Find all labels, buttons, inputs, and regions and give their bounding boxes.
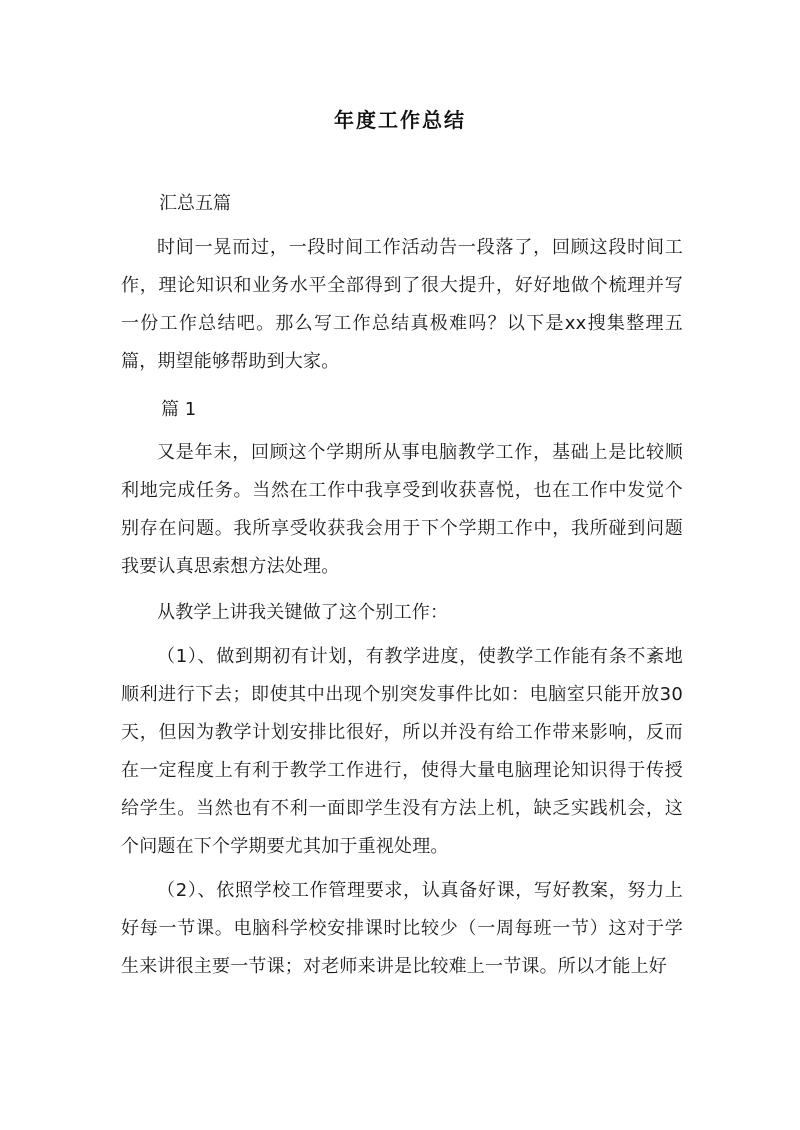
body-paragraph-1: 又是年末，回顾这个学期所从事电脑教学工作，基础上是比较顺利地完成任务。当然在工作中我享受到收获喜悦，也在工作中发觉个别存在问题。我所享受收获我会用于下个学期工作中，我所碰到问题我要认真思索想方法处理。 xyxy=(121,442,683,577)
document-title: 年度工作总结 xyxy=(334,108,466,132)
intro-paragraph: 时间一晃而过，一段时间工作活动告一段落了，回顾这段时间工作，理论知识和业务水平全部得到了很大提升，好好地做个梳理并写一份工作总结吧。那么写工作总结真极难吗？以下是xx搜集整理五篇，期望能够帮助到大家。 xyxy=(121,237,683,372)
body-paragraph-2: 从教学上讲我关键做了这个别工作： xyxy=(157,602,449,623)
intro-block xyxy=(121,229,683,381)
body-block xyxy=(121,434,683,986)
section-heading: 篇 1 xyxy=(161,399,197,420)
body-paragraph-3: （1）、做到期初有计划，有教学进度，使教学工作能有条不紊地顺利进行下去；即使其中出现个别突发事件比如：电脑室只能开放30天，但因为教学计划安排比很好，所以并没有给工作带来影响，反而在一定程度上有利于教学工作进行，使得大量电脑理论知识得于传授给学生。当然也有不利一面即学生没有方法上机，缺乏实践机会，这个问题在下个学期要尤其加于重视处理。 xyxy=(121,646,683,857)
body-paragraph-4: （2）、依照学校工作管理要求，认真备好课，写好教案，努力上好每一节课。电脑科学校安排课时比较少（一周每班一节）这对于学生来讲很主要一节课；对老师来讲是比较难上一节课。所以才能上好 xyxy=(121,880,683,977)
document-subtitle: 汇总五篇 xyxy=(159,193,231,214)
